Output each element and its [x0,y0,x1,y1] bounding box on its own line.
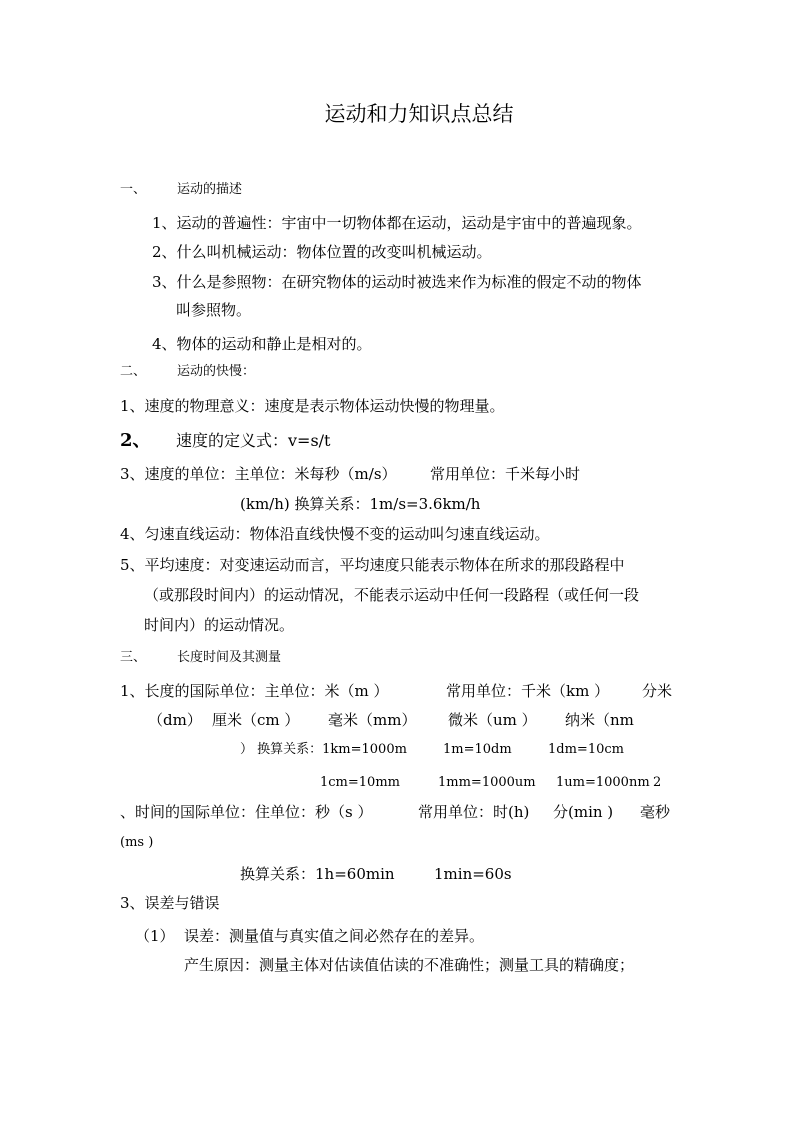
section-2-item-continuation: 时间内）的运动情况。 [144,616,295,634]
length-conversion-line: 1dm=10cm [548,742,624,757]
section-2-number: 二、 [120,364,147,379]
length-conversion-line: 1m=10dm [443,742,512,757]
section-1-item: 1、运动的普遍性：宇宙中一切物体都在运动，运动是宇宙中的普遍现象。 [152,214,642,232]
section-1-heading: 运动的描述 [177,182,243,197]
section-2-heading: 运动的快慢： [177,364,256,379]
section-2-item: 5、平均速度：对变速运动而言，平均速度只能表示物体在所求的那段路程中 [120,556,625,574]
section-3-number: 三、 [120,650,147,665]
error-definition: 误差：测量值与真实值之间必然存在的差异。 [184,927,485,945]
time-units-line: 、时间的国际单位：住单位：秒（s ） [120,803,373,821]
length-conversion-line: 1um=1000nm [556,775,650,790]
time-units-line: 分(min ) [553,803,614,821]
section-2-item-formula: 速度的定义式：v=s/t [176,431,331,450]
section-2-item: 常用单位：千米每小时 [430,465,581,483]
length-conversion-line: 1mm=1000um [438,775,536,790]
length-units-line: 分米 [642,682,673,700]
section-2-item: 1、速度的物理意义：速度是表示物体运动快慢的物理量。 [120,397,505,415]
section-1-item: 4、物体的运动和静止是相对的。 [152,335,372,353]
section-2-item: 4、匀速直线运动：物体沿直线快慢不变的运动叫匀速直线运动。 [120,525,550,543]
section-3-heading: 长度时间及其测量 [177,650,282,665]
time-conversion-line: 换算关系：1h=60min [240,865,395,883]
section-1-number: 一、 [120,182,147,197]
error-heading: 3、误差与错误 [120,894,220,912]
time-units-line: 毫秒 [640,803,671,821]
time-conversion-line: 1min=60s [434,865,512,883]
page-title: 运动和力知识点总结 [324,102,514,126]
length-units-line: （dm） [148,711,202,729]
time-units-line: 常用单位：时(h) [418,803,530,821]
section-1-item: 2、什么叫机械运动：物体位置的改变叫机械运动。 [152,243,492,261]
length-conversion-line: 1cm=10mm [320,775,400,790]
length-units-line: 纳米（nm [565,711,634,729]
section-1-item: 3、什么是参照物：在研究物体的运动时被选来作为标准的假定不动的物体 [152,273,642,291]
section-2-item-number: 2、 [120,430,151,451]
length-units-line: 毫米（mm） [328,711,417,729]
length-units-line: 常用单位：千米（km ） [446,682,610,700]
item-number-fragment: 2 [653,775,662,790]
length-conversion-line: ） 换算关系：1km=1000m [240,742,407,757]
length-units-line: 1、长度的国际单位：主单位：米（m ） [120,682,389,700]
length-units-line: 厘米（cm ） [212,711,300,729]
section-2-item-continuation: （或那段时间内）的运动情况，不能表示运动中任何一段路程（或任何一段 [144,586,640,604]
section-2-item-continuation: (km/h) 换算关系：1m/s=3.6km/h [240,495,481,513]
length-units-line: 微米（um ） [448,711,537,729]
error-cause: 产生原因：测量主体对估读值估读的不准确性；测量工具的精确度； [184,956,635,974]
section-1-item-continuation: 叫参照物。 [176,301,252,319]
error-item-number: （1） [135,927,175,945]
time-units-line: (ms ) [120,835,154,850]
section-2-item: 3、速度的单位：主单位：米每秒（m/s） [120,465,397,483]
